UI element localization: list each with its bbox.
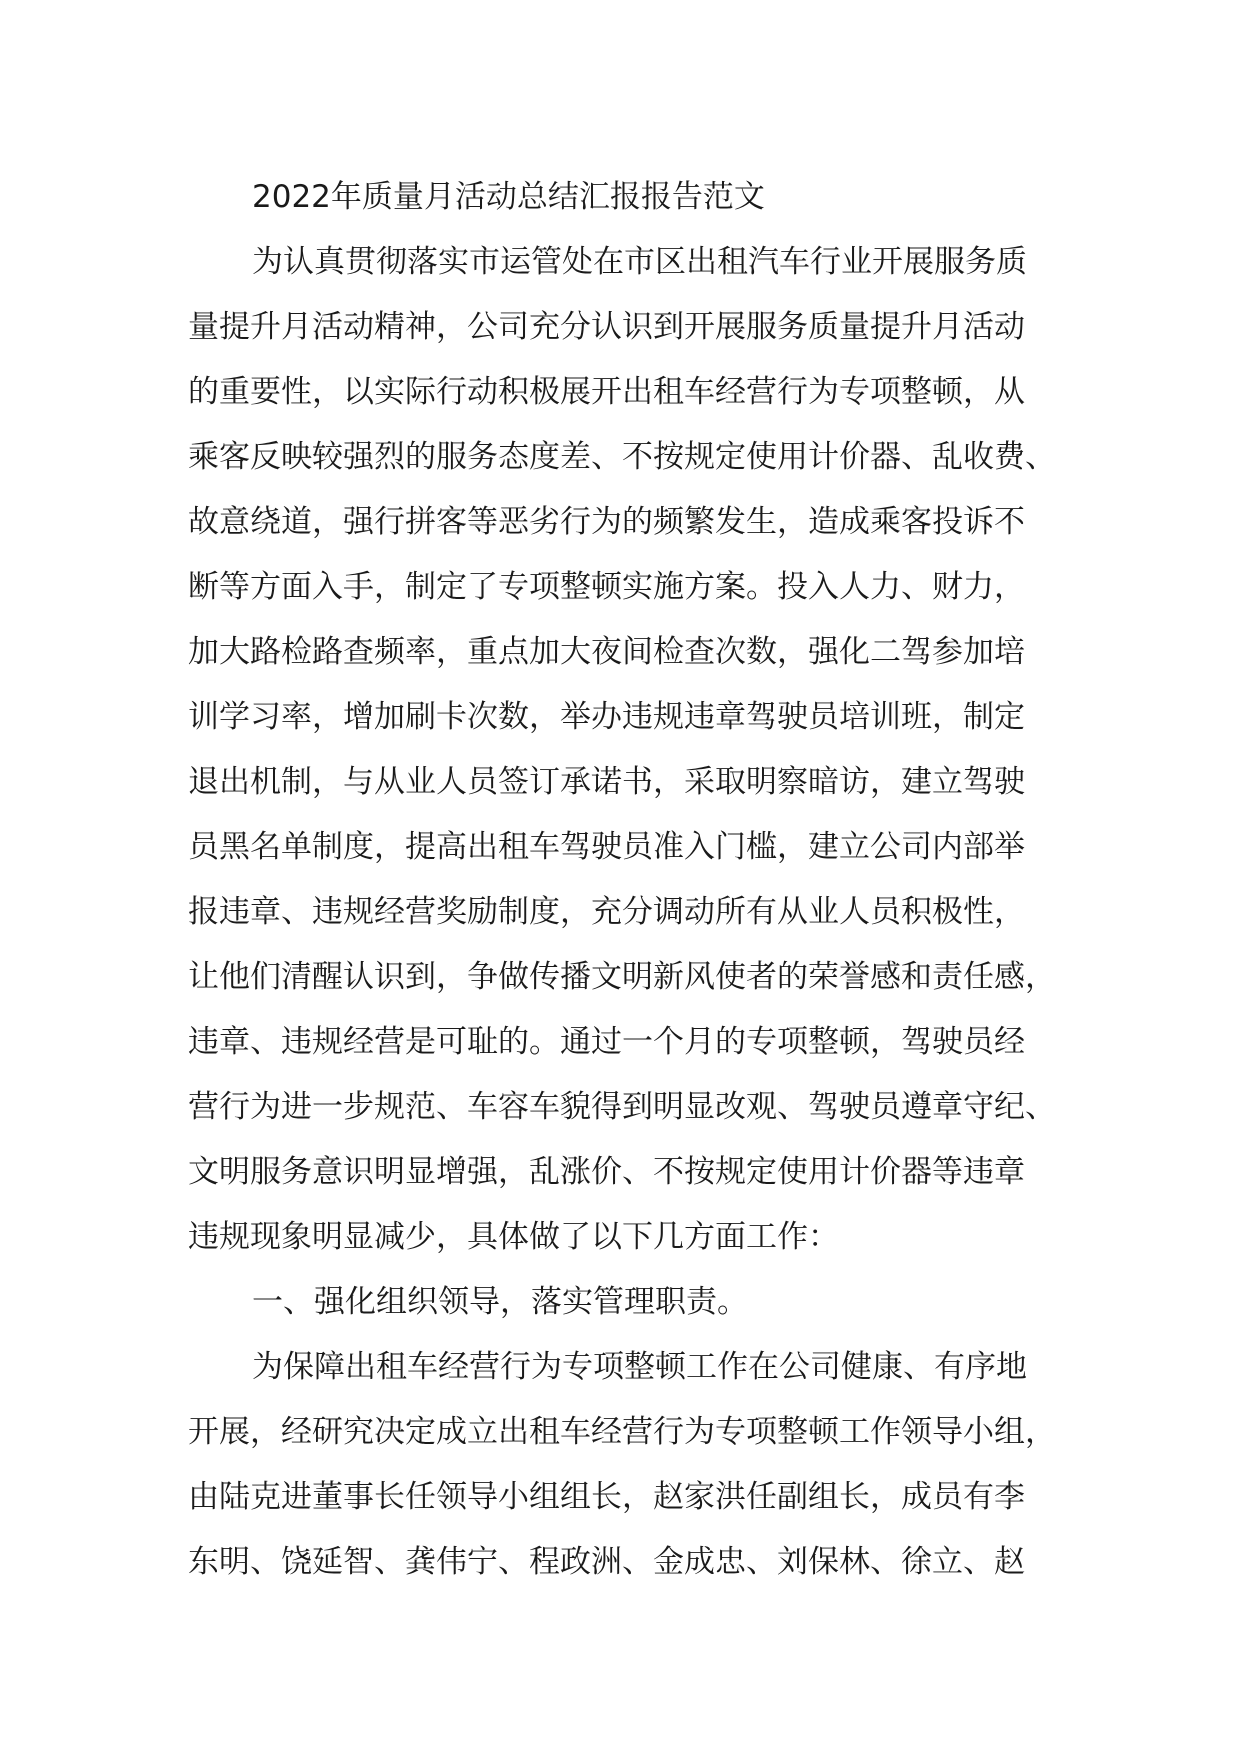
text-line: 加大路检路查频率，重点加大夜间检查次数，强化二驾参加培	[188, 634, 1025, 670]
text-line: 断等方面入手，制定了专项整顿实施方案。投入人力、财力，	[188, 569, 1025, 605]
text-line: 报违章、违规经营奖励制度，充分调动所有从业人员积极性，	[188, 894, 1025, 930]
text-line: 文明服务意识明显增强，乱涨价、不按规定使用计价器等违章	[188, 1154, 1025, 1190]
text-line: 营行为进一步规范、车容车貌得到明显改观、驾驶员遵章守纪、	[188, 1089, 1056, 1125]
text-line: 乘客反映较强烈的服务态度差、不按规定使用计价器、乱收费、	[188, 439, 1056, 475]
text-line: 东明、饶延智、龚伟宁、程政洲、金成忠、刘保林、徐立、赵	[188, 1544, 1025, 1580]
text-line: 开展，经研究决定成立出租车经营行为专项整顿工作领导小组，	[188, 1414, 1056, 1450]
text-line: 一、强化组织领导，落实管理职责。	[252, 1284, 748, 1320]
text-line: 由陆克进董事长任领导小组组长，赵家洪任副组长，成员有李	[188, 1479, 1025, 1515]
text-line: 训学习率，增加刷卡次数，举办违规违章驾驶员培训班，制定	[188, 699, 1025, 735]
text-line: 量提升月活动精神，公司充分认识到开展服务质量提升月活动	[188, 309, 1025, 345]
text-line: 员黑名单制度，提高出租车驾驶员准入门槛，建立公司内部举	[188, 829, 1025, 865]
document-text	[188, 230, 1088, 1595]
text-line: 为认真贯彻落实市运管处在市区出租汽车行业开展服务质	[252, 244, 1027, 280]
text-line: 退出机制，与从业人员签订承诺书，采取明察暗访，建立驾驶	[188, 764, 1025, 800]
document-body	[188, 165, 1088, 1595]
text-line: 违章、违规经营是可耻的。通过一个月的专项整顿，驾驶员经	[188, 1024, 1025, 1060]
text-line: 故意绕道，强行拼客等恶劣行为的频繁发生，造成乘客投诉不	[188, 504, 1025, 540]
text-line: 的重要性，以实际行动积极展开出租车经营行为专项整顿，从	[188, 374, 1025, 410]
document-title: 2022年质量月活动总结汇报报告范文	[252, 179, 765, 215]
text-line: 违规现象明显减少，具体做了以下几方面工作：	[188, 1219, 839, 1255]
text-line: 让他们清醒认识到，争做传播文明新风使者的荣誉感和责任感，	[188, 959, 1056, 995]
text-line: 为保障出租车经营行为专项整顿工作在公司健康、有序地	[252, 1349, 1027, 1385]
